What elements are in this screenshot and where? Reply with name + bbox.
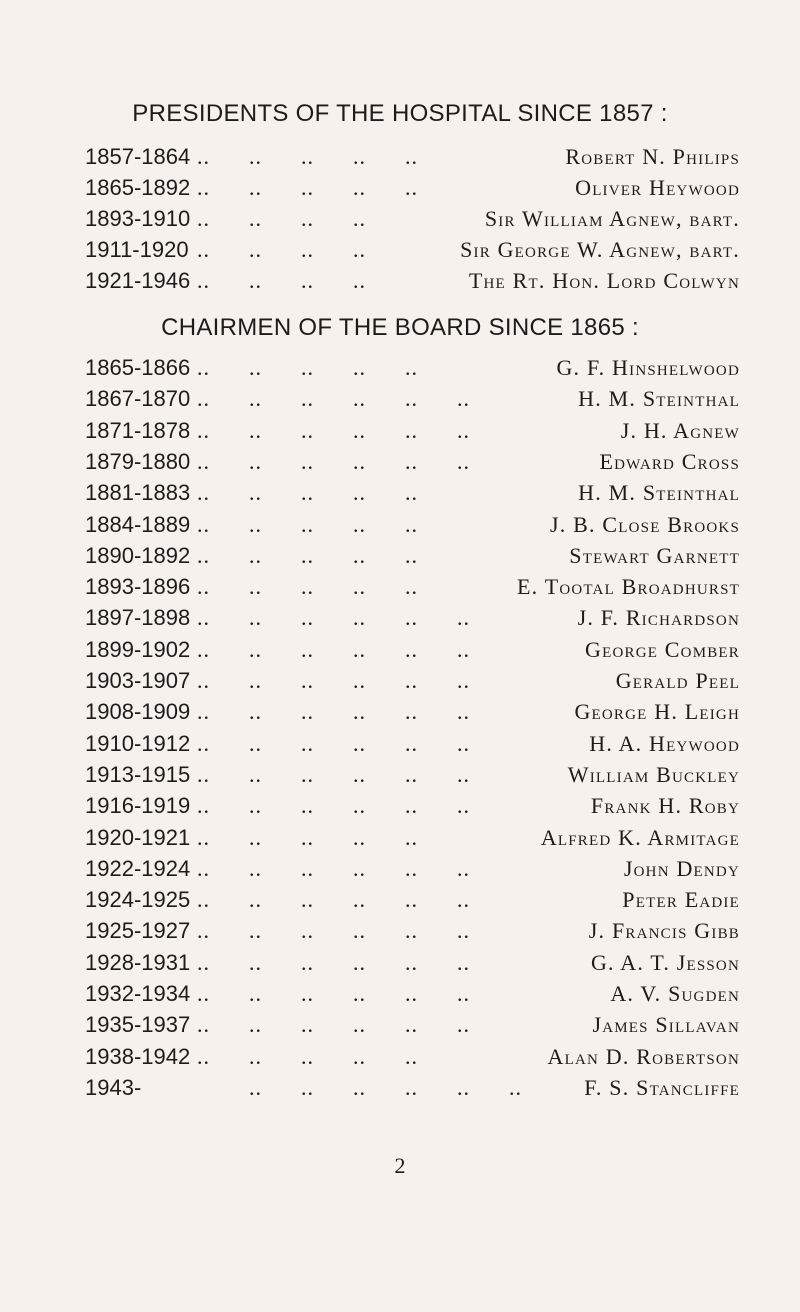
leader-dots: .. .. .. .. .. (197, 574, 418, 600)
list-item (0, 206, 800, 236)
chairmen-heading: CHAIRMEN OF THE BOARD SINCE 1865 : (161, 314, 639, 341)
list-item (0, 762, 800, 792)
leader-dots: .. .. .. .. .. (197, 542, 418, 568)
term-years: 1916-1919 (85, 793, 191, 819)
presidents-heading: PRESIDENTS OF THE HOSPITAL SINCE 1857 : (132, 100, 668, 127)
holder-name: George H. Leigh (574, 699, 740, 725)
leader-dots: .. .. .. .. .. .. (197, 981, 470, 1006)
term-years: 1935-1937 (85, 1012, 191, 1038)
term-years: 1938-1942 (85, 1043, 191, 1069)
list-item (0, 605, 800, 635)
leader-dots: .. .. .. .. .. .. (197, 699, 470, 725)
list-item (0, 480, 800, 510)
leader-dots: .. .. .. .. .. .. (197, 855, 470, 881)
holder-name: Alfred K. Armitage (540, 824, 740, 850)
holder-name: A. V. Sugden (610, 981, 740, 1006)
term-years: 1908-1909 (85, 699, 191, 725)
list-item (0, 574, 800, 604)
holder-name: H. A. Heywood (589, 730, 740, 756)
list-item (0, 887, 800, 917)
term-years: 1893-1910 (85, 206, 191, 231)
list-item (0, 699, 800, 729)
holder-name: Stewart Garnett (569, 542, 740, 568)
list-item (0, 175, 800, 205)
leader-dots: .. .. .. .. .. .. (197, 636, 470, 662)
list-item (0, 237, 800, 267)
leader-dots: .. .. .. .. .. (197, 355, 418, 380)
list-item (0, 355, 800, 385)
leader-dots: .. .. .. .. .. (197, 511, 418, 537)
list-item (0, 731, 800, 761)
term-years: 1865-1866 (85, 355, 191, 380)
leader-dots: .. .. .. .. .. (197, 824, 418, 850)
list-item (0, 793, 800, 823)
holder-name: F. S. Stancliffe (584, 1074, 740, 1100)
list-item (0, 856, 800, 886)
list-item (0, 950, 800, 980)
leader-dots: .. .. .. .. .. .. (197, 730, 470, 756)
leader-dots: .. .. .. .. .. .. (197, 918, 470, 944)
leader-dots: .. .. .. .. .. .. (197, 887, 470, 913)
list-item (0, 1012, 800, 1042)
holder-name: The Rt. Hon. Lord Colwyn (468, 268, 740, 293)
list-item (0, 543, 800, 573)
term-years: 1865-1892 (85, 175, 191, 200)
holder-name: Edward Cross (599, 448, 740, 474)
holder-name: Peter Eadie (622, 887, 740, 913)
term-years: 1884-1889 (85, 511, 191, 537)
list-item (0, 512, 800, 542)
term-years: 1890-1892 (85, 542, 191, 568)
leader-dots: .. .. .. .. .. (197, 175, 418, 200)
holder-name: H. M. Steinthal (578, 386, 740, 412)
holder-name: George Comber (585, 636, 740, 662)
term-years: 1910-1912 (85, 730, 191, 756)
holder-name: Oliver Heywood (575, 175, 740, 200)
term-years: 1921-1946 (85, 268, 191, 293)
leader-dots: .. .. .. .. .. .. (197, 793, 470, 819)
holder-name: J. F. Richardson (577, 605, 740, 631)
term-years: 1922-1924 (85, 855, 191, 881)
list-item (0, 449, 800, 479)
holder-name: Alan D. Robertson (547, 1043, 740, 1069)
leader-dots: .. .. .. .. .. .. (197, 1074, 522, 1100)
list-item (0, 825, 800, 855)
term-years: 1913-1915 (85, 761, 191, 787)
leader-dots: .. .. .. .. .. .. (197, 448, 470, 474)
term-years: 1920-1921 (85, 824, 191, 850)
list-item (0, 386, 800, 416)
leader-dots: .. .. .. .. .. .. (197, 949, 470, 975)
holder-name: Sir William Agnew, bart. (484, 206, 740, 231)
list-item (0, 1044, 800, 1074)
leader-dots: .. .. .. .. .. .. (197, 1012, 470, 1038)
list-item (0, 637, 800, 667)
term-years: 1881-1883 (85, 480, 191, 506)
holder-name: G. A. T. Jesson (590, 949, 740, 975)
holder-name: William Buckley (567, 761, 740, 787)
leader-dots: .. .. .. .. .. .. (197, 386, 470, 412)
leader-dots: .. .. .. .. .. .. (197, 668, 470, 693)
holder-name: J. H. Agnew (620, 417, 740, 443)
term-years: 1879-1880 (85, 448, 191, 474)
term-years: 1925-1927 (85, 918, 191, 944)
leader-dots: .. .. .. .. .. .. (197, 605, 470, 631)
term-years: 1867-1870 (85, 386, 191, 412)
term-years: 1871-1878 (85, 417, 191, 443)
term-years: 1903-1907 (85, 668, 191, 693)
list-item (0, 918, 800, 948)
holder-name: John Dendy (623, 855, 740, 881)
holder-name: Sir George W. Agnew, bart. (460, 237, 740, 262)
leader-dots: .. .. .. .. (197, 268, 366, 293)
page-number: 2 (394, 1153, 406, 1178)
term-years: 1924-1925 (85, 887, 191, 913)
leader-dots: .. .. .. .. .. .. (197, 761, 470, 787)
term-years: 1893-1896 (85, 574, 191, 600)
holder-name: Robert N. Philips (565, 144, 740, 169)
holder-name: E. Tootal Broadhurst (517, 574, 740, 600)
holder-name: H. M. Steinthal (578, 480, 740, 506)
leader-dots: .. .. .. .. .. (197, 480, 418, 506)
holder-name: James Sillavan (592, 1012, 740, 1038)
term-years: 1911-1920 (85, 237, 189, 262)
term-years: 1899-1902 (85, 636, 191, 662)
term-years: 1928-1931 (85, 949, 191, 975)
term-years: 1897-1898 (85, 605, 191, 631)
holder-name: Frank H. Roby (590, 793, 740, 819)
leader-dots: .. .. .. .. (197, 237, 366, 262)
list-item (0, 144, 800, 174)
leader-dots: .. .. .. .. .. (197, 1043, 418, 1069)
leader-dots: .. .. .. .. .. (197, 144, 418, 169)
list-item (0, 981, 800, 1011)
holder-name: G. F. Hinshelwood (556, 355, 740, 380)
holder-name: Gerald Peel (615, 668, 740, 693)
holder-name: J. Francis Gibb (588, 918, 740, 944)
leader-dots: .. .. .. .. (197, 206, 366, 231)
list-item (0, 268, 800, 298)
list-item (0, 668, 800, 698)
term-years: 1943- (85, 1074, 142, 1100)
leader-dots: .. .. .. .. .. .. (197, 417, 470, 443)
list-item (0, 1075, 800, 1105)
term-years: 1857-1864 (85, 144, 191, 169)
holder-name: J. B. Close Brooks (549, 511, 740, 537)
term-years: 1932-1934 (85, 981, 191, 1006)
list-item (0, 418, 800, 448)
